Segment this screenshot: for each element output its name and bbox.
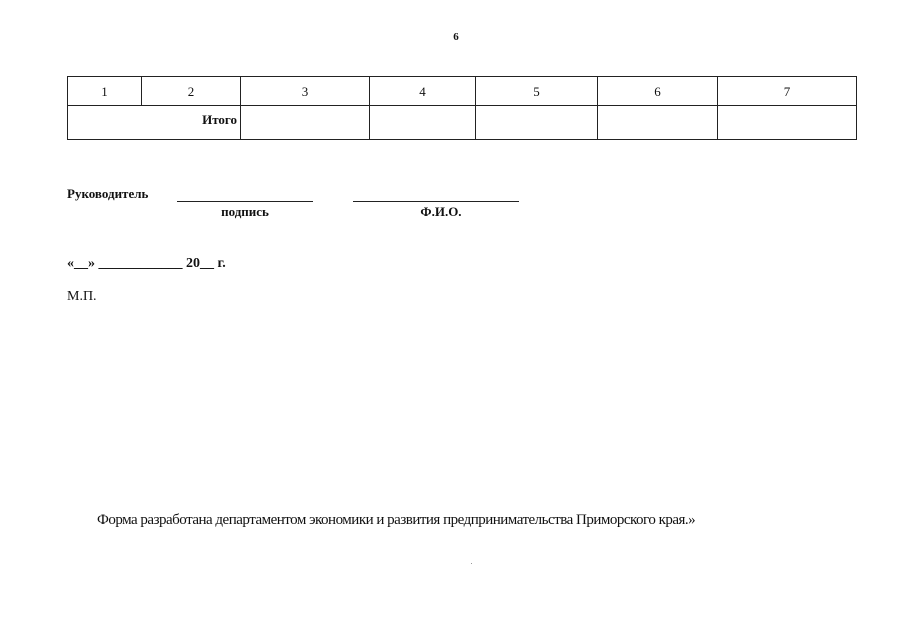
total-cell (598, 106, 718, 140)
stamp-label: М.П. (67, 289, 97, 304)
page-number: 6 (453, 31, 459, 43)
role-label: Руководитель (67, 186, 149, 201)
total-cell (476, 106, 598, 140)
column-number-cell: 1 (68, 77, 142, 106)
name-caption: Ф.И.О. (420, 204, 462, 219)
total-cell (370, 106, 476, 140)
footer-note: Форма разработана департаментом экономики и развития предпринимательства Приморского края.» (97, 512, 696, 528)
signature-caption: подпись (221, 204, 269, 219)
report-table (67, 76, 857, 140)
table-header-row (68, 77, 857, 106)
table-total-row (68, 106, 857, 140)
column-number-cell: 6 (598, 77, 718, 106)
scan-speck (471, 563, 472, 564)
total-label: Итого (68, 106, 241, 140)
signature-line (177, 201, 313, 202)
name-line (353, 201, 519, 202)
column-number-cell: 2 (142, 77, 241, 106)
column-number-cell: 4 (370, 77, 476, 106)
column-number-cell: 5 (476, 77, 598, 106)
column-number-cell: 7 (718, 77, 857, 106)
total-cell (241, 106, 370, 140)
total-cell (718, 106, 857, 140)
date-line: «__» ____________ 20__ г. (67, 256, 226, 271)
column-number-cell: 3 (241, 77, 370, 106)
